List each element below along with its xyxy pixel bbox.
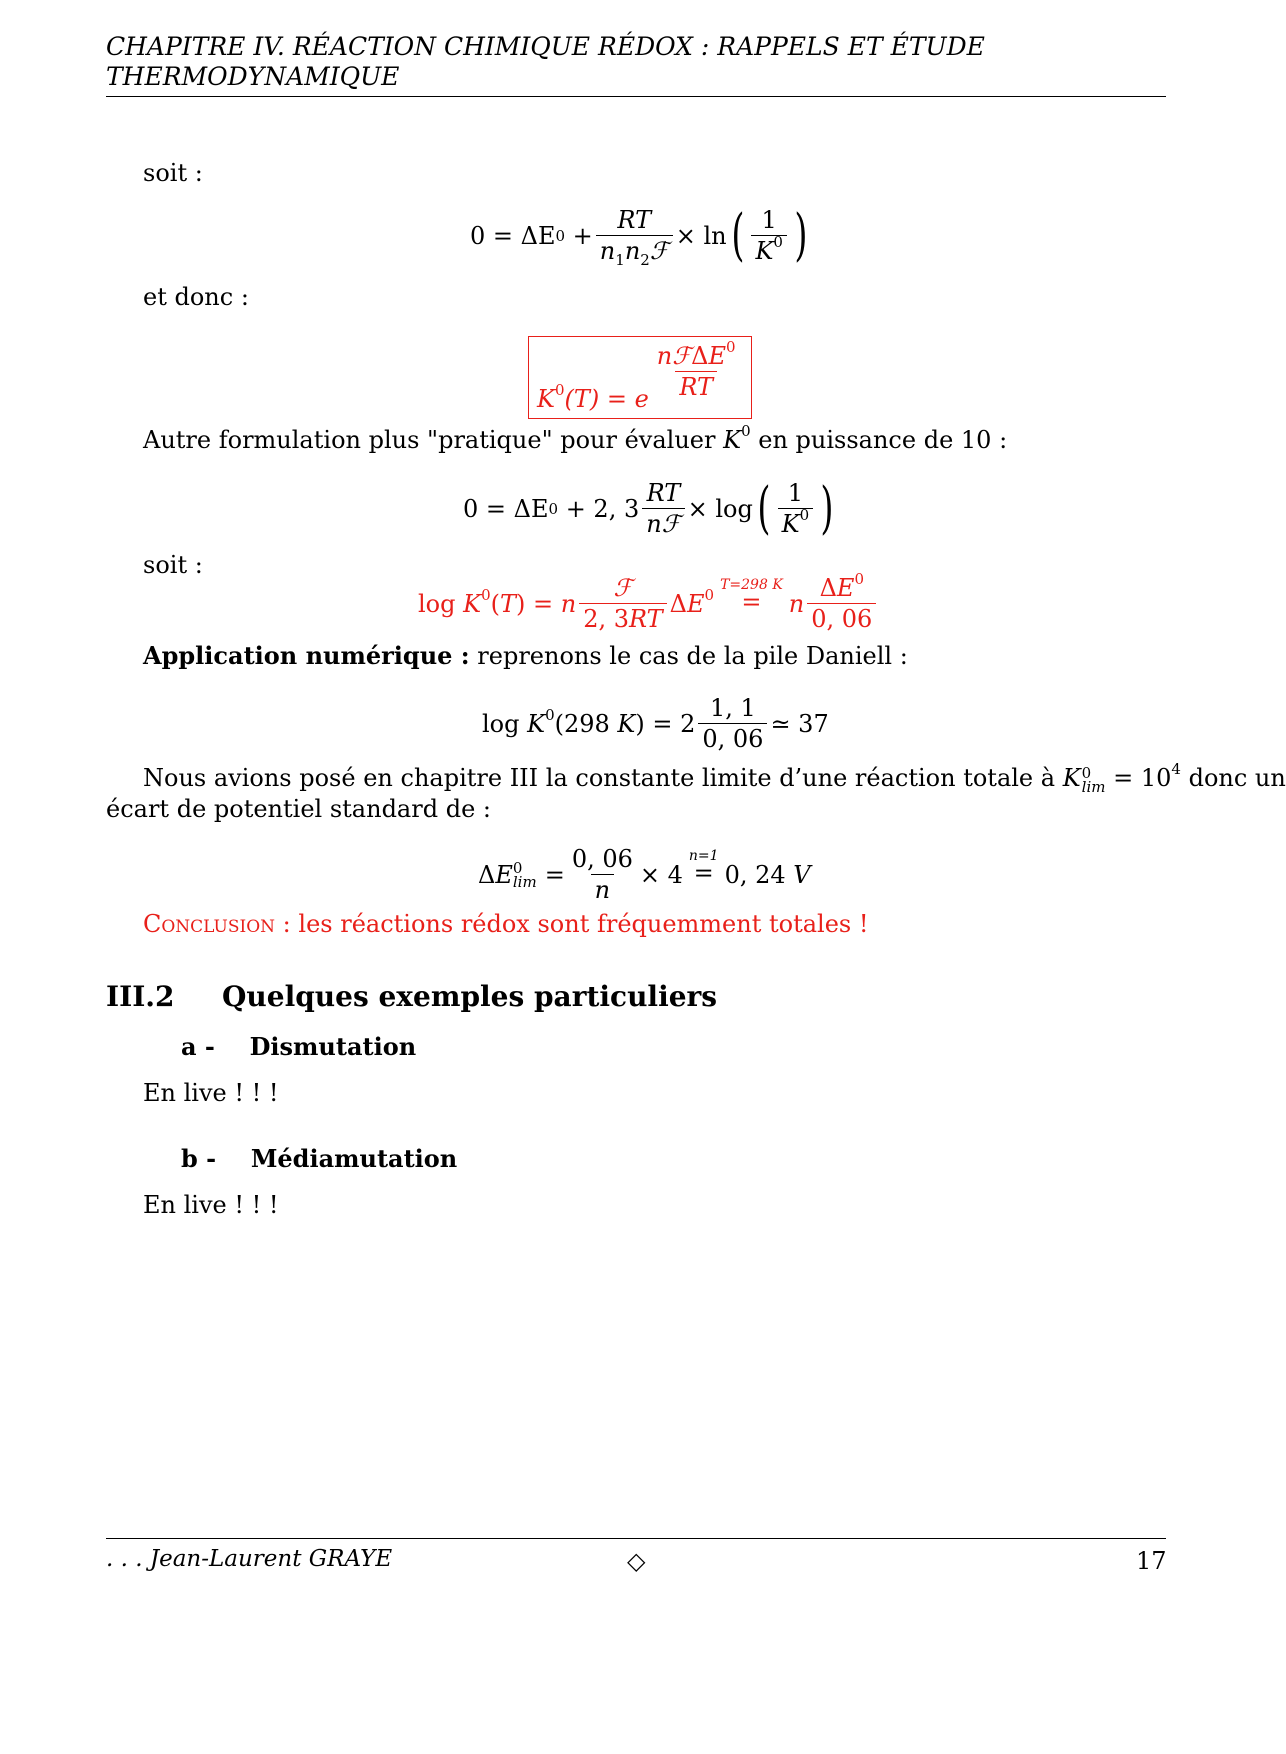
eq2-den: RT <box>679 373 713 401</box>
equation-4: $\log K^0(T) = n$ $\frac{\text{ℱ}}{2, 3RT}$ $\Delta E^0$ T=298 K = n $\frac{\Delta E^0}{0, 06}$ <box>418 573 879 634</box>
eq1-fraction: $\frac{RT}{n_1n_2ℱ}$ <box>596 205 673 266</box>
eq1-ln: × ln <box>675 221 727 250</box>
footer-diamond-icon: ◇ <box>627 1547 646 1575</box>
eq2-K: K <box>537 385 555 413</box>
equation-1: 0 = ΔE 0 + $\frac{RT}{n_1n_2ℱ}$ × ln ( $\frac{1}{K^0}$ ) <box>470 202 808 269</box>
text-ecart: écart de potentiel standard de : <box>106 795 491 823</box>
equation-5: $\log K^0(298$ K) = 2 $\frac{1, 1}{0, 06}$ ≃ 37 <box>482 694 829 753</box>
text-et-donc: et donc : <box>143 283 249 311</box>
header-rule <box>106 96 1166 97</box>
text-en-live-b: En live ! ! ! <box>143 1191 279 1219</box>
eq2-T: (T) = e <box>564 385 649 413</box>
equation-2-boxed <box>528 336 752 419</box>
subsection-b-mediamutation: b - Médiamutation <box>181 1144 458 1173</box>
text-soit-1: soit : <box>143 159 203 187</box>
equation-6: ΔE 0 lim = $\frac{0, 06}{n}$ × 4 n=1 = 0, 24 V <box>478 845 811 904</box>
text-application: Application numérique : reprenons le cas de la pile Daniell : <box>143 641 908 670</box>
eq1-one: 1 <box>761 206 777 234</box>
running-header: CHAPITRE IV. RÉACTION CHIMIQUE RÉDOX : RAPPELS ET ÉTUDE THERMODYNAMIQUE <box>106 32 985 91</box>
eq1-K: K <box>755 237 774 265</box>
text-nous-avions: Nous avions posé en chapitre III la constante limite d’une réaction totale à K 0 lim = $10^4$ donc un <box>143 760 1286 796</box>
eq1-num: RT <box>617 206 652 234</box>
text-soit-2: soit : <box>143 551 203 579</box>
text-conclusion: Conclusion : les réactions rédox sont fréquemment totales ! <box>143 910 869 938</box>
footer-author: . . . Jean-Laurent GRAYE <box>106 1546 393 1572</box>
footer-page-number: 17 <box>1136 1547 1167 1575</box>
eq2-box: $K^0(T) = e$ $\frac{nℱ\Delta E^0}{RT}$ <box>528 336 752 419</box>
text-en-live-a: En live ! ! ! <box>143 1079 279 1107</box>
footer-rule <box>106 1538 1166 1539</box>
eq1-lhs: 0 = ΔE <box>470 221 556 250</box>
section-heading-iii-2: III.2 Quelques exemples particuliers <box>106 980 718 1013</box>
subsection-a-dismutation: a - Dismutation <box>181 1032 417 1061</box>
equation-3: 0 = ΔE 0 + 2, 3 $\frac{RT}{\text{nℱ}}$ × log ( $\frac{1}{K^0}$ ) <box>463 475 834 541</box>
text-autre-formulation: Autre formulation plus "pratique" pour évaluer $K^0$ en puissance de 10 : <box>143 422 1008 454</box>
